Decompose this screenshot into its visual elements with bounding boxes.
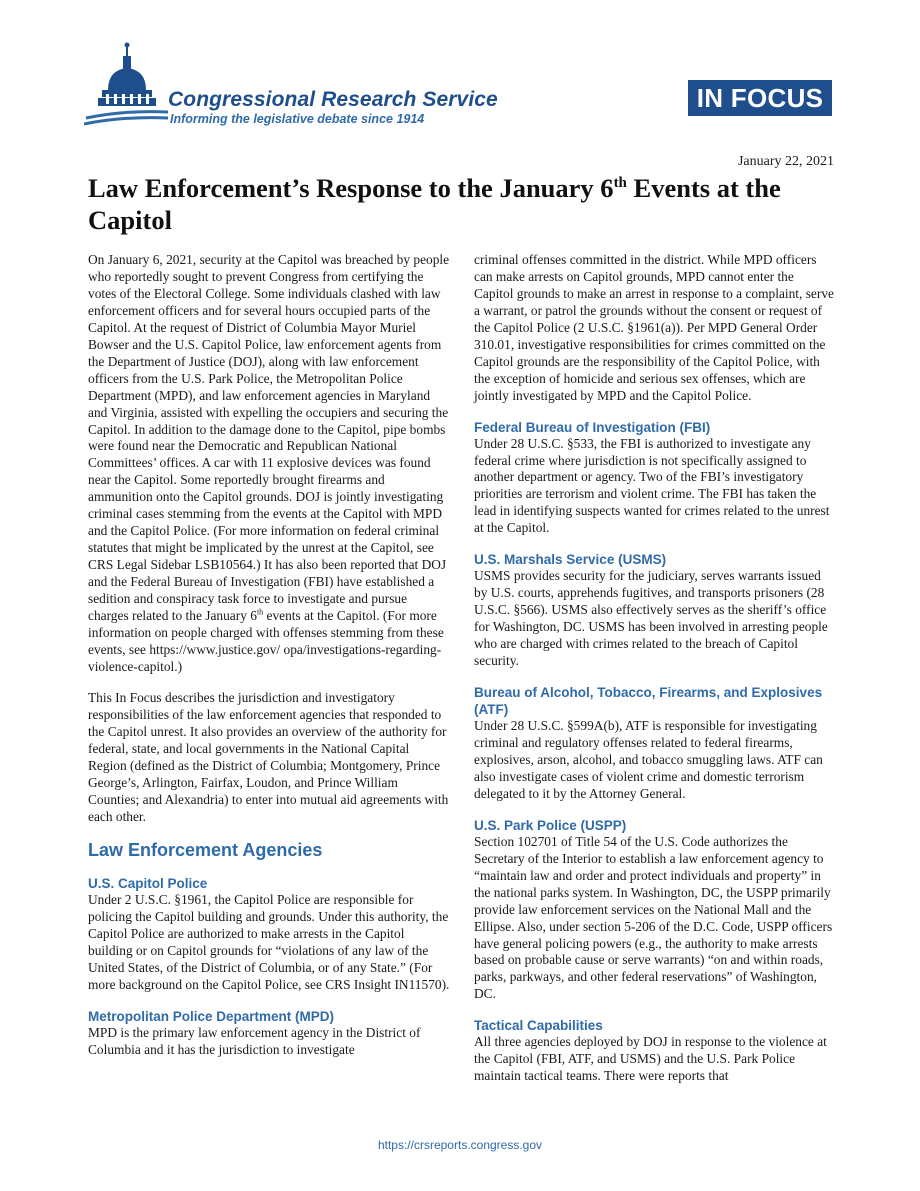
usms-heading: U.S. Marshals Service (USMS) <box>474 552 667 568</box>
tactical-text: All three agencies deployed by DOJ in response to the violence at the Capitol (FBI, ATF, and USMS) and the U.S. Park Police maintain tactical teams. There were reports that <box>474 1034 827 1084</box>
title-text: Law Enforcement’s Response to the January 6 <box>88 173 614 203</box>
uspp-heading: U.S. Park Police (USPP) <box>474 817 627 833</box>
intro-text-b: events at the Capitol. (For more information on people charged with offenses stemming from these events, see https://www.justice.gov/ opa/investigations-regarding-violence-capitol.) <box>88 608 444 674</box>
page-title <box>88 172 838 236</box>
intro-paragraph-2: This In Focus describes the jurisdiction and investigatory responsibilities of the law enforcement agencies that responded to the Capitol unrest. It also provides an overview of the authority for federal, state, and local governments in the National Capital Region (defined as the District of Columbia; Montgomery, Prince George’s, Arlington, Fairfax, Loudon, and Prince William Counties; and Alexandria) to enter into mutual aid agreements with each other. <box>88 689 449 824</box>
fbi-heading: Federal Bureau of Investigation (FBI) <box>474 419 711 435</box>
intro-text-a: On January 6, 2021, security at the Capitol was breached by people who reportedly sought to prevent Congress from certifying the votes of the Electoral College. Some individuals clashed with law enforcement officers and for several hours occupied parts of the Capitol. At the request of District of Columbia Mayor Muriel Bowser and the U.S. Capitol Police, law enforcement agents from the Department of Justice (DOJ), along with law enforcement officers from the U.S. Park Police, the Metropolitan Police Department (MPD), and law enforcement agencies in Maryland and Virginia, assisted with expelling the occupiers and securing the Capitol. In addition to the damage done to the Capitol, pipe bombs were found near the Democratic and Republican National Committees’ offices. A car with 11 explosive devices was found near the Capitol. Some reportedly brought firearms and ammunition onto the Capitol grounds. DOJ is jointly investigating criminal cases stemming from the events at the Capitol with MPD and the Capitol Police. (For more information on federal criminal statutes that might be implicated by the unrest at the Capitol, see CRS Legal Sidebar LSB10564.) It has also been reported that DOJ and the Federal Bureau of Investigation (FBI) have established a sedition and conspiracy task force to investigate and pursue charges related to the January 6 <box>88 252 450 624</box>
atf-text: Under 28 U.S.C. §599A(b), ATF is responsible for investigating criminal and regulatory offenses related to federal firearms, explosives, arson, alcohol, and tobacco smuggling laws. ATF can also investigate cases of violent crime and domestic terrorism delegated to it by the Attorney General. <box>474 718 823 801</box>
uspp-text: Section 102701 of Title 54 of the U.S. Code authorizes the Secretary of the Interior to establish a law enforcement agency to “maintain law and order and protect individuals and property” in the national parks system. In Washington, DC, the USPP primarily provide law enforcement services on the National Mall and the Ellipse. Also, under section 5-206 of the D.C. Code, USPP officers have general policing powers (e.g., the authority to make arrests based on probable cause or serve warrants) “on and within roads, parks, parkways, and other federal reservations” of Washington, DC. <box>474 833 833 1002</box>
mpd-text-right: criminal offenses committed in the district. While MPD officers can make arrests on Capitol grounds, MPD cannot enter the Capitol grounds to make an arrest in response to a complaint, serve a warrant, or patrol the grounds without the consent or request of the Capitol Police (2 U.S.C. §1961(a)). Per MPD General Order 310.01, investigative responsibilities for crimes committed on the Capitol grounds are the responsibility of the Capitol Police, with the exception of homicide and serious sex offenses, which are jointly investigated by MPD and the Capitol Police. <box>474 252 834 403</box>
intro-superscript: th <box>256 607 264 617</box>
org-tagline: Informing the legislative debate since 1914 <box>170 112 425 126</box>
tactical-heading: Tactical Capabilities <box>474 1018 603 1034</box>
section-heading: Law Enforcement Agencies <box>88 840 323 861</box>
publication-date: January 22, 2021 <box>737 154 834 169</box>
crs-logo <box>84 40 504 130</box>
mpd-heading: Metropolitan Police Department (MPD) <box>88 1009 335 1025</box>
left-column <box>88 252 450 1059</box>
title-text-end: Events at the Capitol <box>88 173 781 235</box>
atf-heading: Bureau of Alcohol, Tobacco, Firearms, and Explosives (ATF) <box>474 685 823 718</box>
capitol-police-text: Under 2 U.S.C. §1961, the Capitol Police are responsible for policing the Capitol building and grounds. Under this authority, the Capitol Police are authorized to make arrests in the Capitol building or on Capitol grounds for “violations of any law of the United States, of the District of Columbia, or of any State.” (For more background on the Capitol Police, see CRS Insight IN11570). <box>88 892 450 993</box>
in-focus-badge: IN FOCUS <box>688 80 832 116</box>
mpd-text-left: MPD is the primary law enforcement agency in the District of Columbia and it has the jurisdiction to investigate <box>88 1025 421 1058</box>
org-name: Congressional Research Service <box>168 88 498 111</box>
footer-url[interactable]: https://crsreports.congress.gov <box>377 1138 543 1152</box>
capitol-dome-logo-icon <box>84 40 168 130</box>
right-column <box>474 252 836 1085</box>
capitol-police-heading: U.S. Capitol Police <box>88 876 208 892</box>
fbi-text: Under 28 U.S.C. §533, the FBI is authorized to investigate any federal crime where jurisdiction is not specifically assigned to another department or agency. Two of the FBI’s investigatory priorities are terrorism and violent crime. The FBI has taken the lead in identifying suspects wanted for crimes related to the unrest at the Capitol. <box>474 435 830 536</box>
title-superscript: th <box>613 175 627 192</box>
intro-paragraph-1 <box>88 252 450 676</box>
usms-text: USMS provides security for the judiciary, serves warrants issued by U.S. courts, apprehends fugitives, and transports prisoners (28 U.S.C. §566). USMS also effectively serves as the sheriff’s office for Washington, DC. USMS has been involved in arresting people who are charged with crimes related to the breach of Capitol security. <box>474 568 828 669</box>
